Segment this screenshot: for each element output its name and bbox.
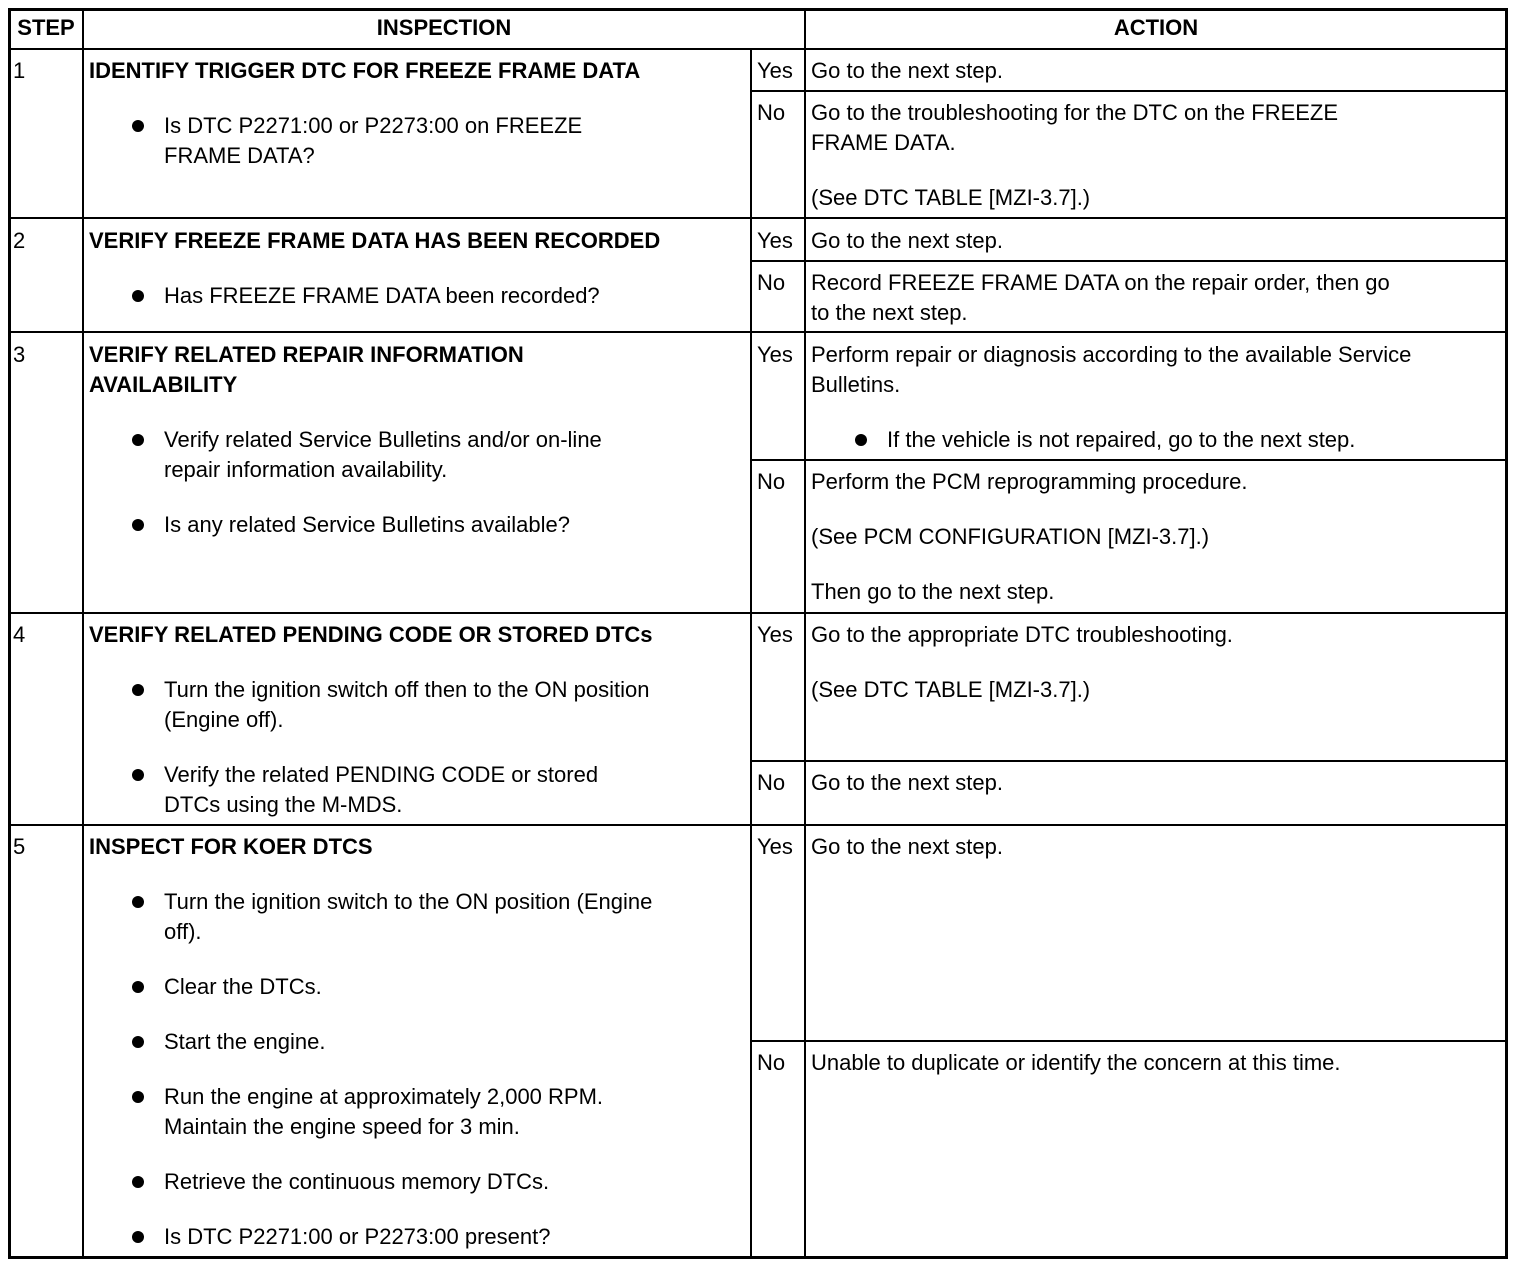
- inspection-text: Maintain the engine speed for 3 min.: [164, 1114, 520, 1139]
- no-label: No: [757, 100, 786, 125]
- action-text: (See PCM CONFIGURATION [MZI-3.7].): [811, 524, 1210, 549]
- divider-yesno-5: [750, 1040, 1508, 1042]
- bullet-icon: [132, 434, 144, 446]
- inspection-text: FRAME DATA?: [164, 143, 315, 168]
- inspection-text: Is DTC P2271:00 or P2273:00 on FREEZE: [164, 113, 583, 138]
- no-label: No: [757, 1050, 786, 1075]
- divider-row-3: [8, 612, 1508, 614]
- inspection-text: off).: [164, 919, 202, 944]
- divider-header: [8, 48, 1508, 50]
- header-action: ACTION: [1113, 15, 1199, 40]
- no-label: No: [757, 469, 786, 494]
- inspection-text: (Engine off).: [164, 707, 284, 732]
- divider-yesno: [750, 49, 752, 1258]
- divider-step: [82, 8, 84, 1258]
- inspection-text: Verify related Service Bulletins and/or on-line: [164, 427, 602, 452]
- step-number: 4: [13, 622, 26, 647]
- bullet-icon: [132, 769, 144, 781]
- border-left: [8, 8, 11, 1259]
- divider-yesno-4: [750, 760, 1508, 762]
- bullet-icon: [132, 1231, 144, 1243]
- action-text: Perform the PCM reprogramming procedure.: [811, 469, 1248, 494]
- step-number: 3: [13, 342, 26, 367]
- action-text: Go to the next step.: [811, 770, 1004, 795]
- step-title: IDENTIFY TRIGGER DTC FOR FREEZE FRAME DATA: [89, 58, 641, 83]
- action-text: (See DTC TABLE [MZI-3.7].): [811, 185, 1091, 210]
- border-bottom: [8, 1256, 1508, 1259]
- yes-label: Yes: [757, 228, 793, 253]
- action-text: Then go to the next step.: [811, 579, 1055, 604]
- action-text: Record FREEZE FRAME DATA on the repair order, then go: [811, 270, 1390, 295]
- inspection-text: Has FREEZE FRAME DATA been recorded?: [164, 283, 600, 308]
- divider-yesno-3: [750, 459, 1508, 461]
- bullet-icon: [132, 684, 144, 696]
- bullet-icon: [132, 120, 144, 132]
- bullet-icon: [132, 1176, 144, 1188]
- divider-action: [804, 8, 806, 1258]
- inspection-text: Run the engine at approximately 2,000 RPM.: [164, 1084, 604, 1109]
- bullet-icon: [132, 1091, 144, 1103]
- step-number: 2: [13, 228, 26, 253]
- step-title: AVAILABILITY: [89, 372, 238, 397]
- header-step: STEP: [17, 15, 75, 40]
- bullet-icon: [132, 1036, 144, 1048]
- step-title: INSPECT FOR KOER DTCS: [89, 834, 373, 859]
- action-text: Go to the next step.: [811, 58, 1004, 83]
- divider-row-4: [8, 824, 1508, 826]
- inspection-text: Is any related Service Bulletins available?: [164, 512, 571, 537]
- yes-label: Yes: [757, 834, 793, 859]
- bullet-icon: [132, 519, 144, 531]
- action-text: Go to the next step.: [811, 228, 1004, 253]
- divider-row-1: [8, 217, 1508, 219]
- action-text: FRAME DATA.: [811, 130, 956, 155]
- step-number: 5: [13, 834, 26, 859]
- inspection-text: Retrieve the continuous memory DTCs.: [164, 1169, 550, 1194]
- step-title: VERIFY FREEZE FRAME DATA HAS BEEN RECORDED: [89, 228, 661, 253]
- inspection-text: Clear the DTCs.: [164, 974, 322, 999]
- action-text: Go to the appropriate DTC troubleshooting.: [811, 622, 1233, 647]
- action-text: Bulletins.: [811, 372, 901, 397]
- action-text: If the vehicle is not repaired, go to the next step.: [887, 427, 1356, 452]
- inspection-text: repair information availability.: [164, 457, 448, 482]
- action-text: Perform repair or diagnosis according to the available Service: [811, 342, 1412, 367]
- step-number: 1: [13, 58, 26, 83]
- inspection-text: Start the engine.: [164, 1029, 326, 1054]
- bullet-icon: [132, 290, 144, 302]
- yes-label: Yes: [757, 342, 793, 367]
- yes-label: Yes: [757, 622, 793, 647]
- divider-yesno-2: [750, 260, 1508, 262]
- bullet-icon: [855, 434, 867, 446]
- divider-yesno-1: [750, 90, 1508, 92]
- bullet-icon: [132, 896, 144, 908]
- no-label: No: [757, 770, 786, 795]
- border-right: [1505, 8, 1508, 1259]
- step-title: VERIFY RELATED PENDING CODE OR STORED DTCs: [89, 622, 653, 647]
- inspection-text: DTCs using the M-MDS.: [164, 792, 403, 817]
- action-text: (See DTC TABLE [MZI-3.7].): [811, 677, 1091, 702]
- action-text: Go to the next step.: [811, 834, 1004, 859]
- action-text: Go to the troubleshooting for the DTC on the FREEZE: [811, 100, 1339, 125]
- inspection-text: Turn the ignition switch to the ON position (Engine: [164, 889, 653, 914]
- bullet-icon: [132, 981, 144, 993]
- yes-label: Yes: [757, 58, 793, 83]
- action-text: to the next step.: [811, 300, 968, 325]
- inspection-text: Verify the related PENDING CODE or stored: [164, 762, 599, 787]
- header-inspection: INSPECTION: [376, 15, 512, 40]
- divider-row-2: [8, 331, 1508, 333]
- inspection-text: Turn the ignition switch off then to the ON position: [164, 677, 650, 702]
- action-text: Unable to duplicate or identify the concern at this time.: [811, 1050, 1341, 1075]
- border-top: [8, 8, 1508, 11]
- step-title: VERIFY RELATED REPAIR INFORMATION: [89, 342, 524, 367]
- inspection-text: Is DTC P2271:00 or P2273:00 present?: [164, 1224, 551, 1249]
- no-label: No: [757, 270, 786, 295]
